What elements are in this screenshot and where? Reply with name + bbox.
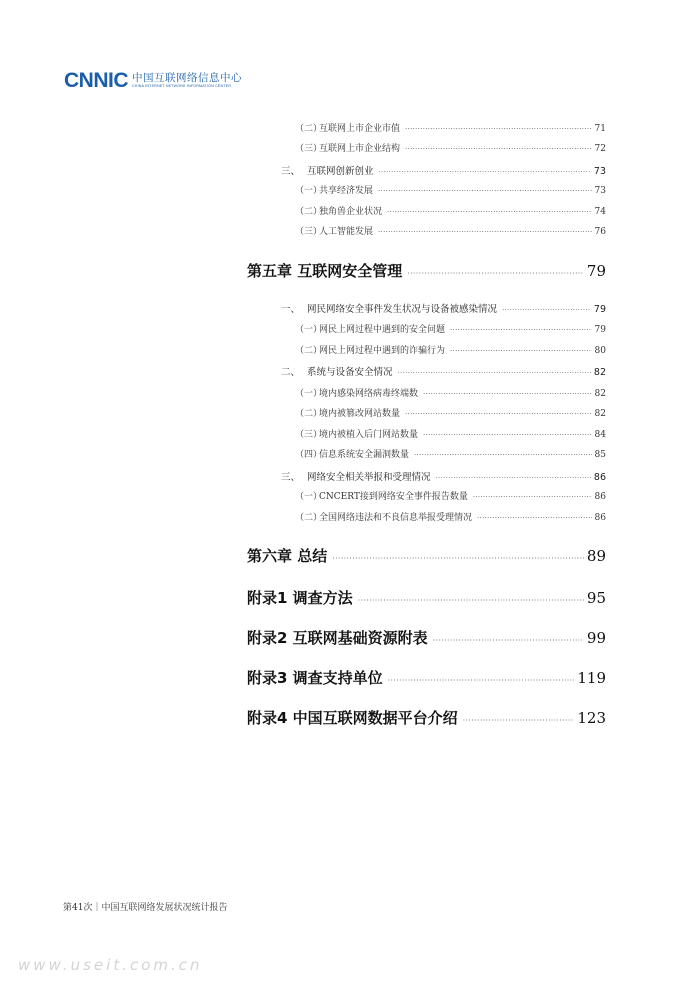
toc-entry-title: 境内被篡改网站数量 — [319, 409, 401, 419]
page-footer: 第41次｜中国互联网络发展状况统计报告 — [63, 903, 228, 913]
toc-entry-title: 附录1 调查方法 — [247, 589, 353, 607]
toc-entry-sub[interactable] — [295, 322, 606, 335]
toc-entry-title: 境内被植入后门网站数量 — [319, 430, 419, 440]
toc-page-number: 89 — [586, 547, 606, 565]
toc-entry-number: 二、 — [281, 367, 301, 378]
toc-entry-chap[interactable] — [247, 587, 606, 608]
toc-entry-title: 人工智能发展 — [319, 227, 374, 237]
toc-entry-number: （二） — [295, 513, 323, 523]
toc-entry-chap[interactable] — [247, 707, 606, 728]
toc-entry-number: 一、 — [281, 304, 301, 315]
toc-page-number: 76 — [594, 227, 606, 237]
toc-dot-leader — [463, 716, 575, 725]
org-name-cn: 中国互联网络信息中心 — [132, 71, 242, 84]
toc-entry-sub[interactable] — [295, 427, 606, 440]
toc-entry-sec[interactable] — [281, 364, 606, 378]
toc-entry-sec[interactable] — [281, 469, 606, 483]
toc-page-number: 71 — [594, 124, 606, 134]
toc-entry-number: （一） — [295, 186, 323, 196]
toc-entry-number: （一） — [295, 492, 323, 502]
toc-dot-leader — [423, 431, 592, 439]
toc-page-number: 82 — [594, 409, 606, 419]
toc-dot-leader — [378, 187, 592, 195]
toc-entry-chap[interactable] — [247, 667, 606, 688]
toc-entry-sub[interactable] — [295, 406, 606, 419]
toc-dot-leader — [502, 306, 591, 314]
toc-entry-chap[interactable] — [247, 260, 606, 281]
toc-page-number: 123 — [577, 709, 606, 727]
toc-dot-leader — [473, 493, 592, 501]
toc-page-number: 73 — [594, 186, 606, 196]
toc-page-number: 82 — [594, 389, 606, 399]
toc-dot-leader — [378, 228, 592, 236]
toc-entry-title: 第五章 互联网安全管理 — [247, 262, 403, 280]
toc-entry-title: CNCERT接到网络安全事件报告数量 — [319, 492, 468, 502]
toc-entry-number: （一） — [295, 325, 323, 335]
toc-page-number: 86 — [594, 492, 606, 502]
logo-text — [132, 72, 242, 89]
toc-entry-sec[interactable] — [281, 301, 606, 315]
toc-entry-chap[interactable] — [247, 545, 606, 566]
toc-dot-leader — [450, 347, 592, 355]
toc-entry-sub[interactable] — [295, 510, 606, 523]
toc-page-number: 80 — [594, 346, 606, 356]
toc-entry-title: 网民上网过程中遇到的诈骗行为 — [319, 346, 446, 356]
toc-entry-sub[interactable] — [295, 447, 606, 460]
toc-entry-title: 网民上网过程中遇到的安全问题 — [319, 325, 446, 335]
toc-page-number: 73 — [593, 166, 606, 177]
toc-entry-number: （二） — [295, 346, 323, 356]
toc-dot-leader — [387, 208, 592, 216]
toc-entry-sub[interactable] — [295, 489, 606, 502]
toc-dot-leader — [433, 636, 584, 645]
toc-entry-sub[interactable] — [295, 204, 606, 217]
toc-dot-leader — [388, 676, 575, 685]
toc-page-number: 119 — [577, 669, 606, 687]
toc-entry-title: 境内感染网络病毒终端数 — [319, 389, 419, 399]
toc-entry-number: （一） — [295, 389, 323, 399]
toc-entry-title: 独角兽企业状况 — [319, 207, 383, 217]
header-logo — [64, 68, 242, 92]
toc-page-number: 79 — [586, 262, 606, 280]
toc-entry-title: 互联网上市企业结构 — [319, 144, 401, 154]
toc-dot-leader — [379, 168, 591, 176]
toc-page-number: 79 — [593, 304, 606, 315]
toc-page-number: 85 — [594, 450, 606, 460]
toc-entry-title: 系统与设备安全情况 — [307, 367, 393, 378]
toc-page-number: 95 — [586, 589, 606, 607]
toc-entry-sub[interactable] — [295, 183, 606, 196]
toc-entry-number: （二） — [295, 207, 323, 217]
toc-entry-title: 互联网创新创业 — [307, 166, 374, 177]
toc-page-number: 99 — [586, 629, 606, 647]
toc-entry-number: （四） — [295, 450, 323, 460]
toc-entry-number: 三、 — [281, 166, 301, 177]
toc-entry-title: 网民网络安全事件发生状况与设备被感染情况 — [307, 304, 498, 315]
toc-entry-sub[interactable] — [295, 121, 606, 134]
toc-page-number: 84 — [594, 430, 606, 440]
toc-entry-title: 附录3 调查支持单位 — [247, 669, 383, 687]
toc-dot-leader — [450, 326, 592, 334]
toc-entry-title: 第六章 总结 — [247, 547, 328, 565]
cnnic-logo: CNNIC — [64, 68, 128, 92]
toc-dot-leader — [405, 410, 592, 418]
toc-entry-sub[interactable] — [295, 141, 606, 154]
toc-dot-leader — [358, 596, 584, 605]
toc-entry-title: 附录2 互联网基础资源附表 — [247, 629, 428, 647]
toc-entry-title: 互联网上市企业市值 — [319, 124, 401, 134]
toc-dot-leader — [436, 474, 591, 482]
toc-dot-leader — [423, 390, 592, 398]
toc-dot-leader — [332, 554, 584, 563]
toc-dot-leader — [477, 514, 592, 522]
toc-page-number: 79 — [594, 325, 606, 335]
toc-dot-leader — [405, 125, 592, 133]
toc-page-number: 82 — [593, 367, 606, 378]
toc-entry-chap[interactable] — [247, 627, 606, 648]
toc-dot-leader — [414, 451, 592, 459]
toc-entry-sub[interactable] — [295, 343, 606, 356]
toc-page-number: 86 — [594, 513, 606, 523]
toc-page-number: 86 — [593, 472, 606, 483]
toc-page-number: 72 — [594, 144, 606, 154]
toc-entry-number: （三） — [295, 430, 323, 440]
toc-entry-number: （三） — [295, 144, 323, 154]
toc-dot-leader — [398, 369, 591, 377]
toc-page-number: 74 — [594, 207, 606, 217]
toc-entry-title: 附录4 中国互联网数据平台介绍 — [247, 709, 458, 727]
toc-entry-number: 三、 — [281, 472, 301, 483]
toc-entry-number: （三） — [295, 227, 323, 237]
toc-entry-sub[interactable] — [295, 386, 606, 399]
toc-dot-leader — [407, 269, 584, 278]
toc-dot-leader — [405, 145, 592, 153]
org-name-en: CHINA INTERNET NETWORK INFORMATION CENTER — [132, 83, 232, 88]
toc-entry-title: 信息系统安全漏洞数量 — [319, 450, 410, 460]
toc-entry-sec[interactable] — [281, 163, 606, 177]
toc-entry-sub[interactable] — [295, 224, 606, 237]
watermark: www.useit.com.cn — [18, 956, 203, 974]
toc-entry-number: （二） — [295, 409, 323, 419]
toc-entry-number: （二） — [295, 124, 323, 134]
toc-entry-title: 共享经济发展 — [319, 186, 374, 196]
toc-entry-title: 全国网络违法和不良信息举报受理情况 — [319, 513, 473, 523]
toc-entry-title: 网络安全相关举报和受理情况 — [307, 472, 431, 483]
